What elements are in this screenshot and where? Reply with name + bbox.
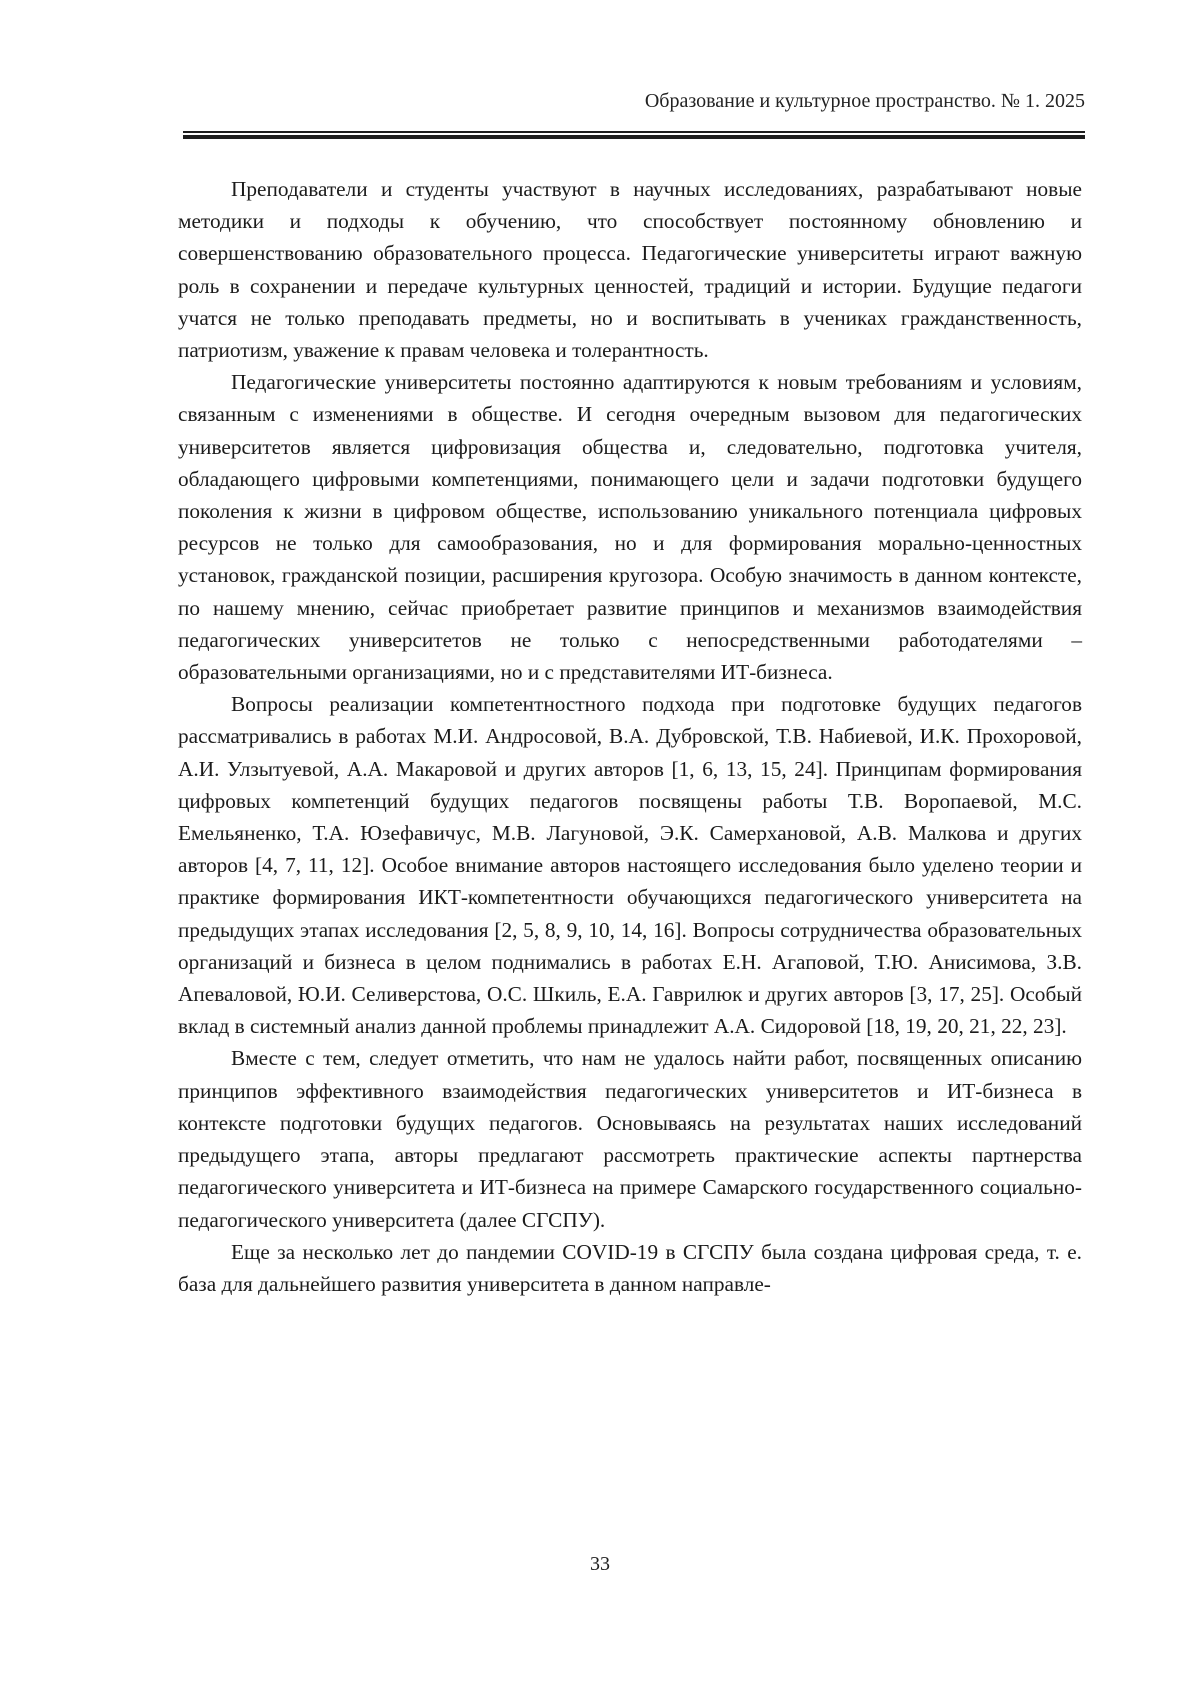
article-body	[178, 173, 1082, 1300]
header-double-rule	[183, 131, 1085, 139]
paragraph: Преподаватели и студенты участвуют в научных исследованиях, разрабатывают новые методики и подходы к обучению, что способствует постоянному обновлению и совершенствованию образовательного процесса. Педагогические университеты играют важную роль в сохранении и передаче культурных ценностей, традиций и истории. Будущие педагоги учатся не только преподавать предметы, но и воспитывать в учениках гражданственность, патриотизм, уважение к правам человека и толерантность.	[178, 177, 1082, 363]
paragraph: Еще за несколько лет до пандемии COVID-19 в СГСПУ была создана цифровая среда, т. е. база для дальнейшего развития университета в данном направле-	[178, 1239, 1082, 1296]
running-header: Образование и культурное пространство. № 1. 2025	[644, 90, 1085, 112]
paragraph: Педагогические университеты постоянно адаптируются к новым требованиям и условиям, связанным с изменениями в обществе. И сегодня очередным вызовом для педагогических университетов является цифровизация общества и, следовательно, подготовка учителя, обладающего цифровыми компетенциями, понимающего цели и задачи подготовки будущего поколения к жизни в цифровом обществе, использованию уникального потенциала цифровых ресурсов не только для самообразования, но и для формирования морально-ценностных установок, гражданской позиции, расширения кругозора. Особую значимость в данном контексте, по нашему мнению, сейчас приобретает развитие принципов и механизмов взаимодействия педагогических университетов не только с непосредственными работодателями – образовательными организациями, но и с представителями ИТ-бизнеса.	[178, 370, 1082, 685]
page-number: 33	[590, 1553, 610, 1575]
paragraph: Вместе с тем, следует отметить, что нам не удалось найти работ, посвященных описанию принципов эффективного взаимодействия педагогических университетов и ИТ-бизнеса в контексте подготовки будущих педагогов. Основываясь на результатах наших исследований предыдущего этапа, авторы предлагают рассмотреть практические аспекты партнерства педагогического университета и ИТ-бизнеса на примере Самарского государственного социально-педагогического университета (далее СГСПУ).	[178, 1046, 1082, 1232]
paragraph: Вопросы реализации компетентностного подхода при подготовке будущих педагогов рассматривались в работах М.И. Андросовой, В.А. Дубровской, Т.В. Набиевой, И.К. Прохоровой, А.И. Улзытуевой, А.А. Макаровой и других авторов [1, 6, 13, 15, 24]. Принципам формирования цифровых компетенций будущих педагогов посвящены работы Т.В. Воропаевой, М.С. Емельяненко, Т.А. Юзефавичус, М.В. Лагуновой, Э.К. Самерхановой, А.В. Малкова и других авторов [4, 7, 11, 12]. Особое внимание авторов настоящего исследования было уделено теории и практике формирования ИКТ-компетентности обучающихся педагогического университета на предыдущих этапах исследования [2, 5, 8, 9, 10, 14, 16]. Вопросы сотрудничества образовательных организаций и бизнеса в целом поднимались в работах Е.Н. Агаповой, Т.Ю. Анисимова, З.В. Апеваловой, Ю.И. Селиверстова, О.С. Шкиль, Е.А. Гаврилюк и других авторов [3, 17, 25]. Особый вклад в системный анализ данной проблемы принадлежит А.А. Сидоровой [18, 19, 20, 21, 22, 23].	[178, 692, 1082, 1039]
